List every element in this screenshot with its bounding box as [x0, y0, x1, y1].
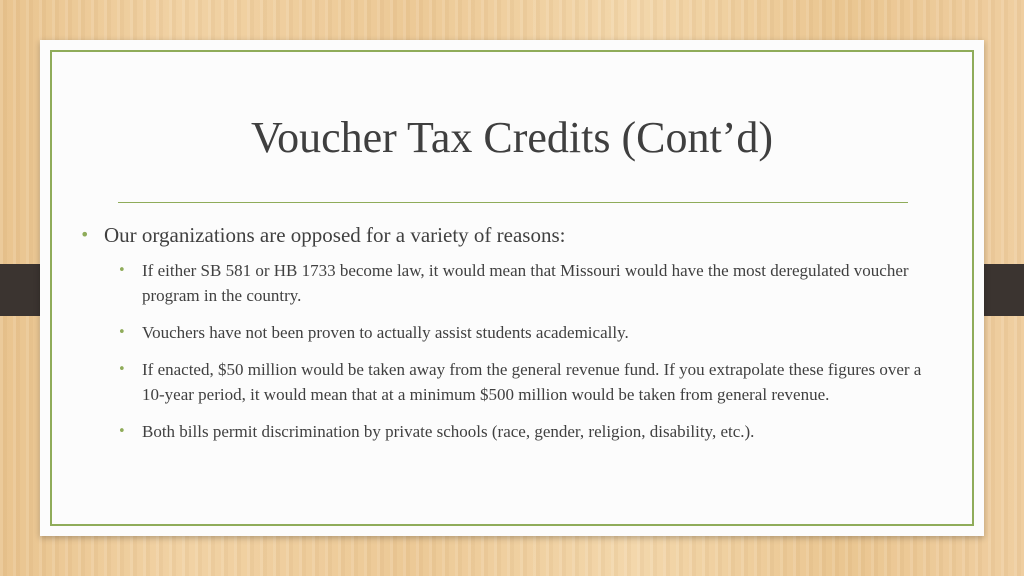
sub-bullet-text: If either SB 581 or HB 1733 become law, it would mean that Missouri would have the most deregulated voucher program in the country.	[142, 261, 909, 305]
slide-card	[40, 40, 984, 536]
bullet-dot-icon: •	[118, 362, 126, 377]
bullet-dot-icon: •	[118, 424, 126, 439]
sub-bullet-item	[80, 258, 940, 308]
sub-bullet-item	[80, 320, 940, 345]
title-divider	[118, 202, 908, 203]
sub-bullet-item	[80, 357, 940, 407]
sub-bullet-item	[80, 419, 940, 444]
sub-bullet-text: If enacted, $50 million would be taken away from the general revenue fund. If you extrapolate these figures over a 10-year period, it would mean that at a minimum $500 million would be taken from general revenue.	[142, 360, 922, 404]
sub-bullet-text: Vouchers have not been proven to actually assist students academically.	[142, 323, 629, 342]
bullet-dot-icon: •	[80, 225, 90, 244]
bullet-dot-icon: •	[118, 325, 126, 340]
main-bullet-text: Our organizations are opposed for a variety of reasons:	[104, 223, 566, 247]
slide-title: Voucher Tax Credits (Cont’d)	[251, 113, 773, 162]
sub-bullet-list	[80, 258, 940, 444]
main-bullet	[80, 220, 940, 250]
sub-bullet-text: Both bills permit discrimination by private schools (race, gender, religion, disability, etc.).	[142, 422, 755, 441]
slide-content	[80, 220, 940, 456]
bullet-dot-icon: •	[118, 263, 126, 278]
